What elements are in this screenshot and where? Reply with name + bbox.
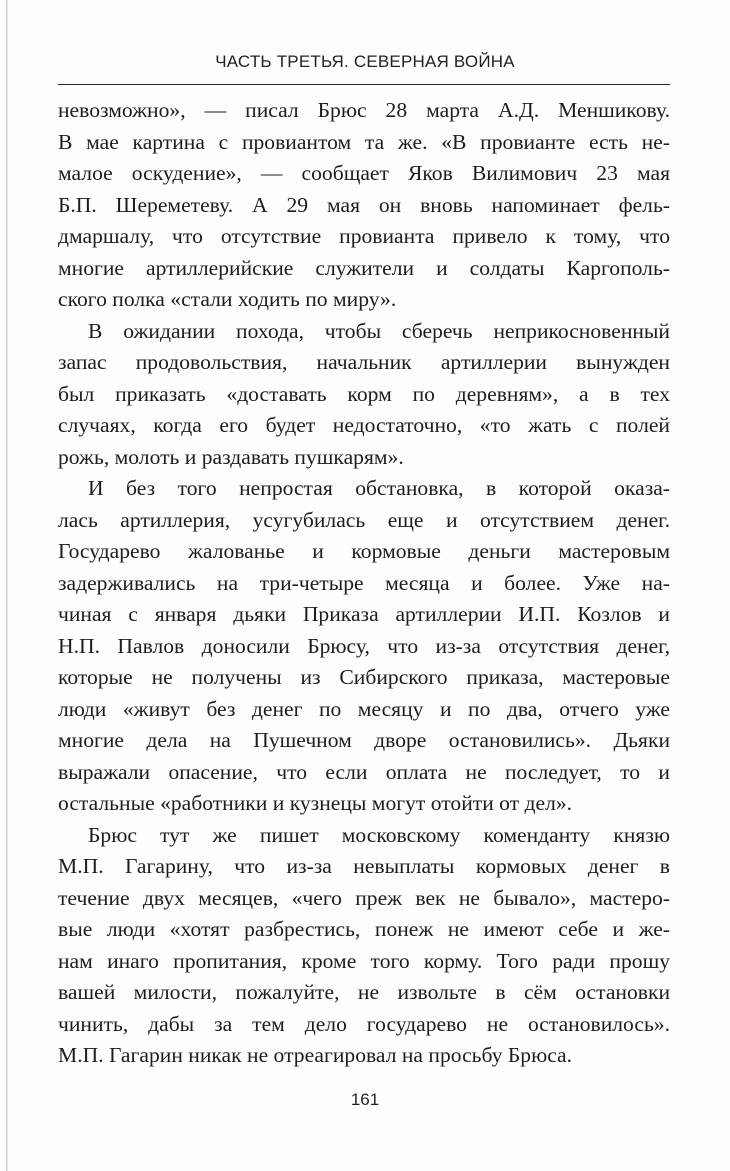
text-line: выражали опасение, что если оплата не последует, то и [58, 759, 670, 784]
text-line: Б.П. Шереметеву. А 29 мая он вновь напоминает фель- [58, 192, 670, 217]
text-line: невозможно», — писал Брюс 28 марта А.Д. Меншикову. [58, 98, 670, 122]
text-line: многие дела на Пушечном дворе остановились». Дьяки [58, 728, 670, 752]
text-line: В ожидании похода, чтобы сберечь неприкосновенный [88, 318, 670, 343]
text-line: люди «живут без денег по месяцу и по два, отчего уже [58, 696, 670, 721]
page-gutter-edge [6, 0, 8, 1171]
text-line: задерживались на три-четыре месяца и более. Уже на- [58, 570, 670, 595]
paragraph [58, 316, 670, 474]
text-line: Государево жалованье и кормовые деньги мастеровым [58, 539, 670, 563]
text-line: вые люди «хотят разбрестись, понеж не имеют себе и же- [58, 917, 670, 941]
paragraph [58, 95, 670, 316]
text-line: М.П. Гагарин никак не отреагировал на просьбу Брюса. [58, 1043, 573, 1067]
paragraph [58, 820, 670, 1072]
text-line: В мае картина с провиантом та же. «В провианте есть не- [58, 129, 670, 154]
text-line: чиная с января дьяки Приказа артиллерии И.П. Козлов и [58, 602, 670, 626]
text-line: рожь, молоть и раздавать пушкарям». [58, 444, 404, 469]
text-line: чинить, дабы за тем дело государево не остановилось». [58, 1011, 670, 1036]
text-line: нам инаго пропитания, кроме того корму. Того ради прошу [58, 948, 670, 973]
text-line: вашей милости, пожалуйте, не извольте в сём остановки [58, 980, 670, 1004]
page-number: 161 [350, 1090, 380, 1109]
text-line: И без того непростая обстановка, в которой оказа- [88, 476, 670, 500]
running-head: ЧАСТЬ ТРЕТЬЯ. СЕВЕРНАЯ ВОЙНА [215, 52, 515, 71]
text-line: многие артиллерийские служители и солдаты Каргополь- [58, 255, 670, 280]
text-line: лась артиллерия, усугубилась еще и отсутствием денег. [58, 507, 670, 532]
text-line: случаях, когда его будет недостаточно, «то жать с полей [58, 413, 670, 437]
text-line: остальные «работники и кузнецы могут отойти от дел». [58, 791, 573, 815]
text-line: М.П. Гагарину, что из-за невыплаты кормовых денег в [58, 854, 670, 878]
text-line: малое оскудение», — сообщает Яков Вилимович 23 мая [58, 161, 670, 185]
header-rule [58, 84, 670, 85]
text-line: течение двух месяцев, «чего преж век не бывало», мастеро- [58, 885, 670, 910]
text-line: запас продовольствия, начальник артиллерии вынужден [58, 350, 670, 374]
paragraph [58, 473, 670, 820]
text-line: был приказать «доставать корм по деревням», а в тех [58, 381, 670, 406]
text-line: Брюс тут же пишет московскому коменданту князю [88, 822, 670, 847]
text-line: ского полка «стали ходить по миру». [58, 287, 397, 311]
text-line: которые не получены из Сибирского приказа, мастеровые [58, 665, 670, 689]
text-line: Н.П. Павлов доносили Брюсу, что из-за отсутствия денег, [58, 633, 670, 658]
text-line: дмаршалу, что отсутствие провианта привело к тому, что [58, 224, 670, 248]
body-text [58, 95, 670, 1072]
